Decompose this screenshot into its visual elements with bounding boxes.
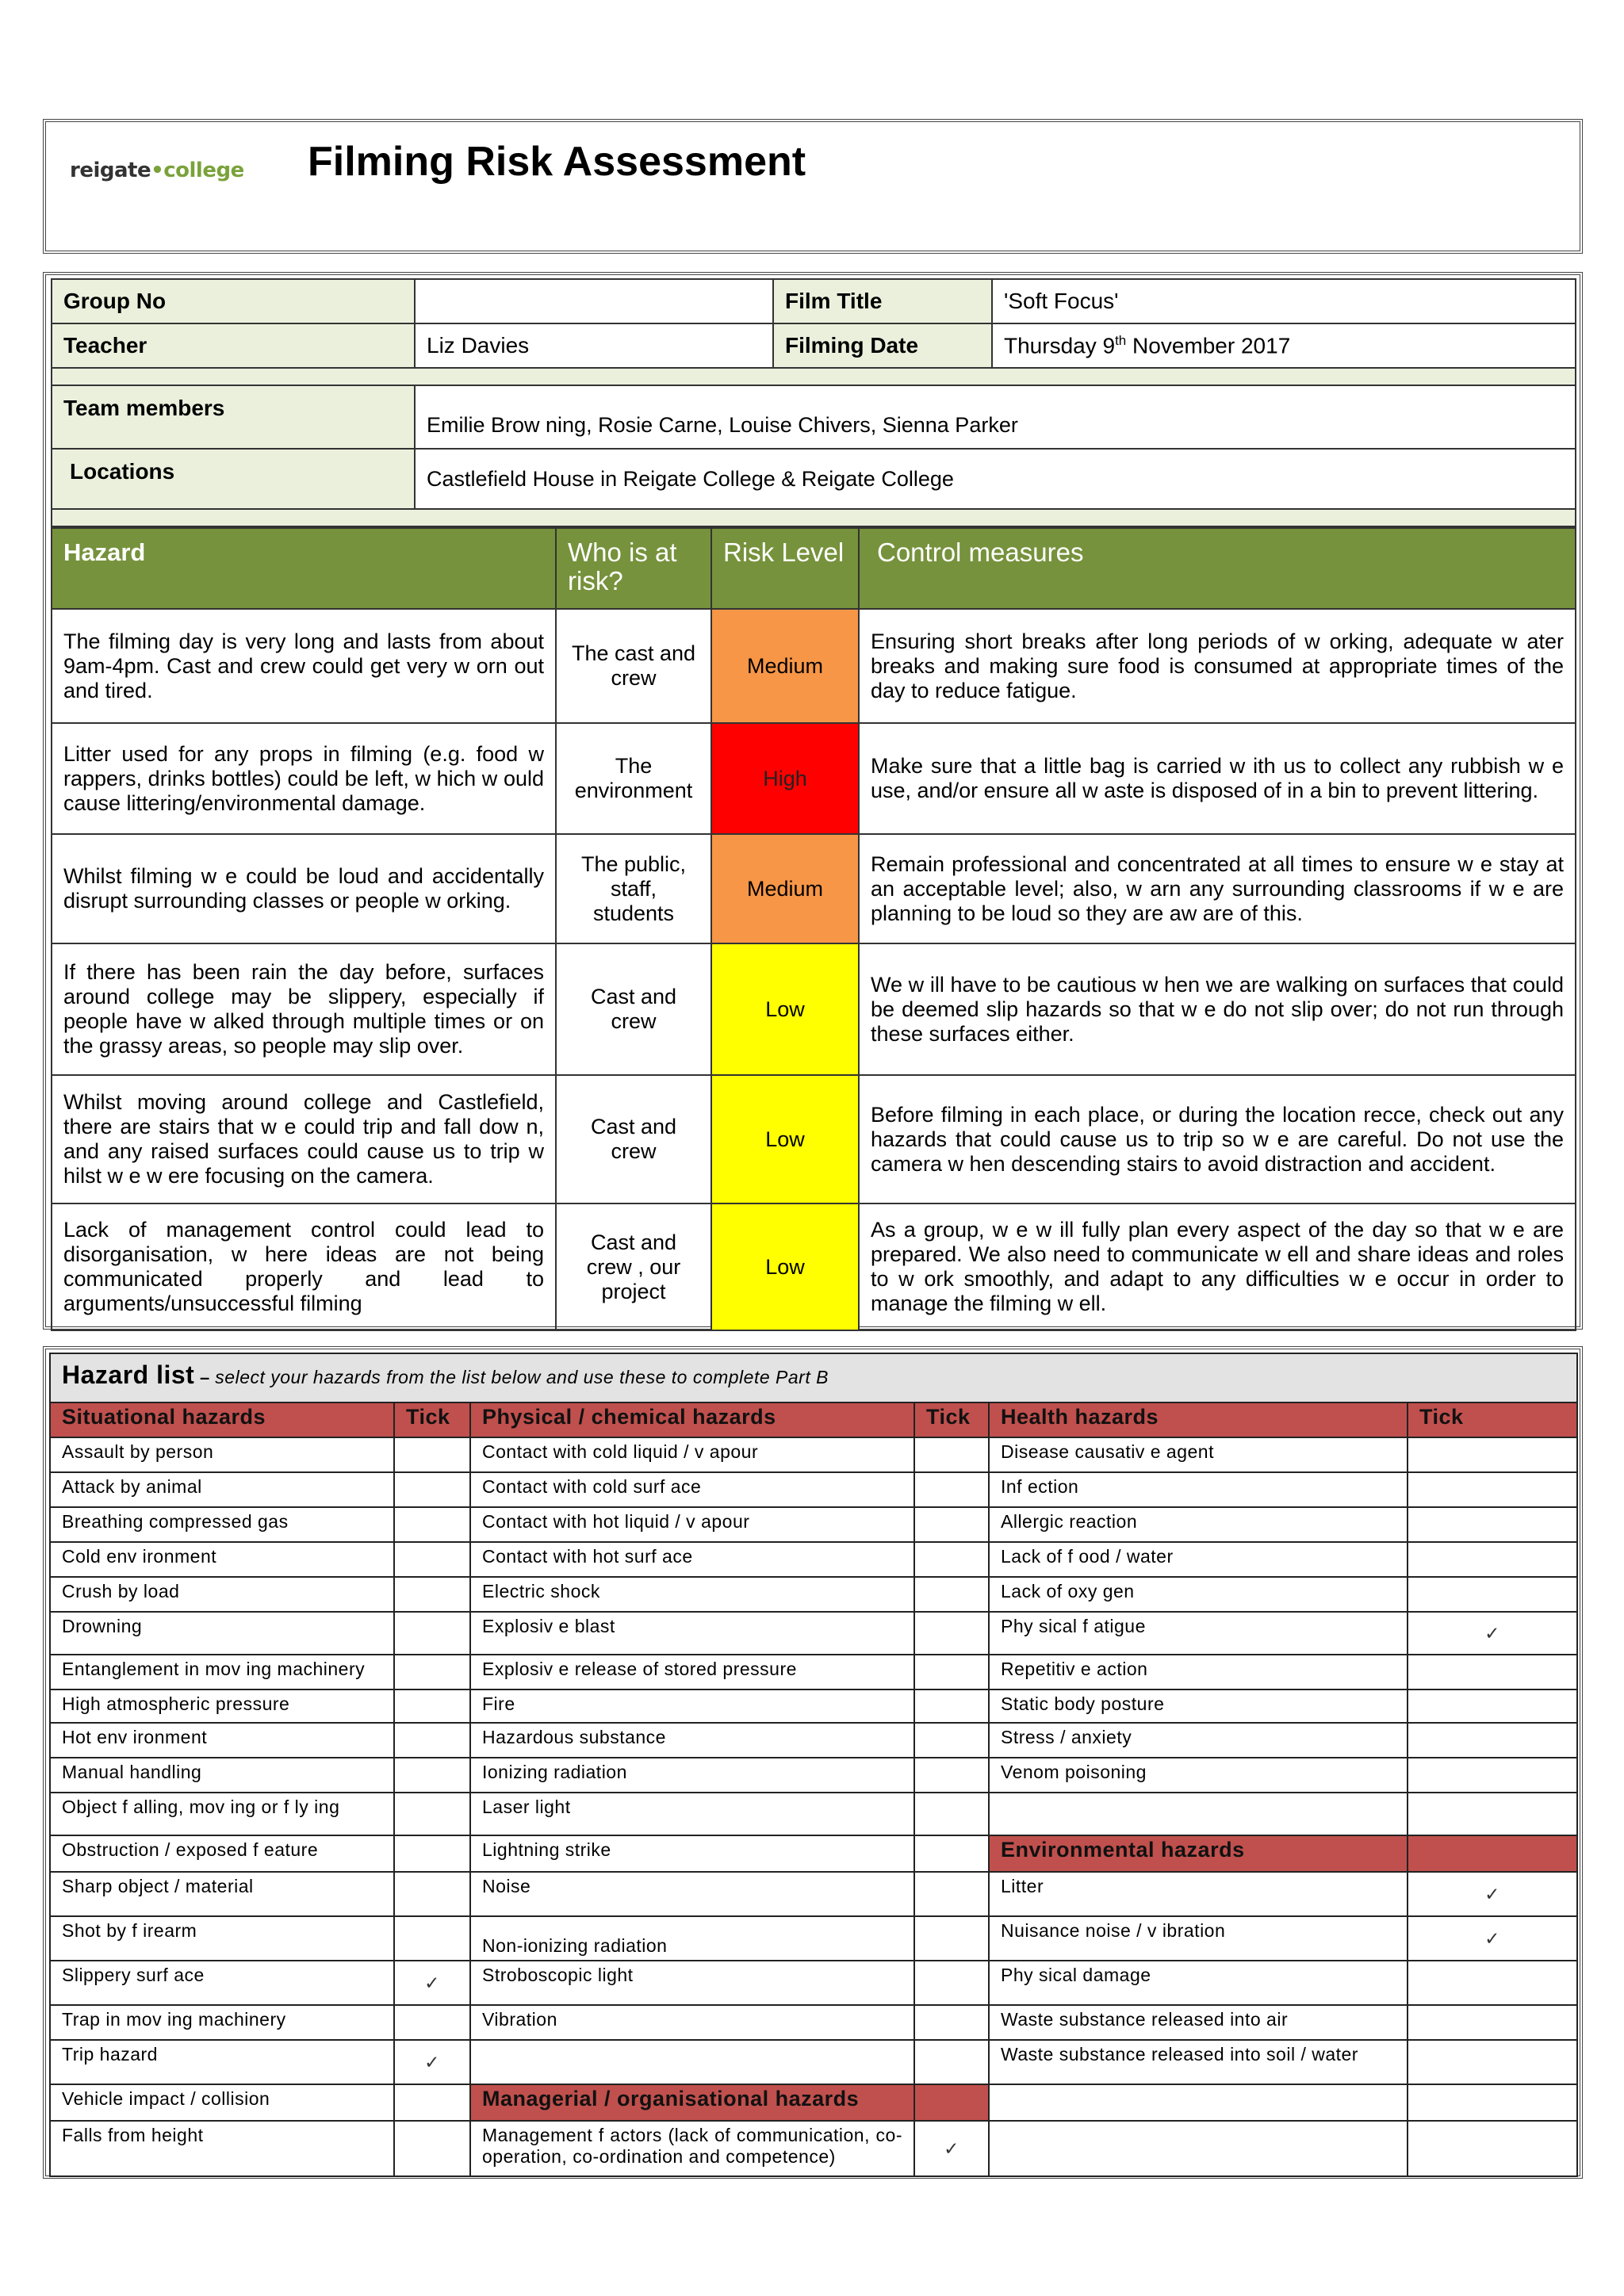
tick-cell[interactable] [394, 1612, 470, 1655]
risk-level-cell: High [711, 723, 859, 834]
tick-cell[interactable] [1408, 2040, 1577, 2084]
who-cell: Cast and crew [556, 943, 711, 1075]
section-header-fill[interactable] [1408, 1835, 1577, 1872]
hazard-item: Hot env ironment [50, 1723, 394, 1758]
tick-cell[interactable] [914, 1542, 989, 1577]
hazard-item: Breathing compressed gas [50, 1507, 394, 1542]
hazard-cell: Lack of management control could lead to disorganisation, w here ideas are not being communicated properly and lead to arguments/unsuccessful filming [52, 1203, 556, 1330]
hazard-item: Entanglement in mov ing machinery [50, 1655, 394, 1689]
spacer-row [52, 509, 1576, 526]
risk-level-cell: Low [711, 1203, 859, 1330]
film-title-value[interactable]: 'Soft Focus' [992, 279, 1576, 323]
situational-hazards-header: Situational hazards [50, 1402, 394, 1437]
hazard-list-row [50, 1577, 1577, 1612]
hazard-list-row [50, 1758, 1577, 1793]
hazard-cell: If there has been rain the day before, surfaces around college may be slippery, especially if people have w alked through multiple times or on the grassy areas, so people may slip over. [52, 943, 556, 1075]
header-box [43, 119, 1583, 254]
hazard-item: Electric shock [470, 1577, 914, 1612]
tick-cell[interactable] [394, 2005, 470, 2040]
hazard-item: Stress / anxiety [989, 1723, 1408, 1758]
hazard-item: Trip hazard [50, 2040, 394, 2084]
hazard-list-row [50, 1916, 1577, 1961]
hazard-list-table [49, 1353, 1578, 2177]
tick-cell[interactable]: ✓ [394, 2040, 470, 2084]
tick-cell[interactable] [394, 1472, 470, 1507]
risk-level-header: Risk Level [711, 528, 859, 609]
hazard-row [52, 943, 1576, 1075]
hazard-item: Waste substance released into air [989, 2005, 1408, 2040]
group-no-value[interactable] [415, 279, 773, 323]
tick-cell[interactable] [394, 1916, 470, 1961]
tick-cell[interactable] [914, 1872, 989, 1916]
hazard-cell: The filming day is very long and lasts from about 9am-4pm. Cast and crew could get very w orn out and tired. [52, 609, 556, 723]
hazard-item: Phy sical damage [989, 1961, 1408, 2005]
hazard-item: Contact with hot surf ace [470, 1542, 914, 1577]
hazard-item: Venom poisoning [989, 1758, 1408, 1793]
tick-cell[interactable] [394, 1758, 470, 1793]
hazard-item: Lack of oxy gen [989, 1577, 1408, 1612]
hazard-item: Obstruction / exposed f eature [50, 1835, 394, 1872]
locations-label: Locations [52, 449, 415, 509]
hazard-item: High atmospheric pressure [50, 1689, 394, 1723]
hazard-item: Non-ionizing radiation [470, 1916, 914, 1961]
tick-cell[interactable] [394, 2121, 470, 2176]
hazard-list-row [50, 1437, 1577, 1472]
tick-cell[interactable] [914, 1723, 989, 1758]
hazard-item: Static body posture [989, 1689, 1408, 1723]
managerial-hazards-header: Managerial / organisational hazards [470, 2084, 914, 2121]
tick-cell[interactable] [1408, 1655, 1577, 1689]
hazard-item: Disease causativ e agent [989, 1437, 1408, 1472]
assessment-box [43, 272, 1583, 1330]
tick-cell[interactable] [914, 1961, 989, 2005]
hazard-row [52, 723, 1576, 834]
hazard-row [52, 1075, 1576, 1203]
hazard-list-row [50, 1472, 1577, 1507]
group-no-label: Group No [52, 279, 415, 323]
hazard-item: Phy sical f atigue [989, 1612, 1408, 1655]
tick-cell[interactable] [394, 1689, 470, 1723]
info-table [51, 278, 1576, 527]
hazard-item: Assault by person [50, 1437, 394, 1472]
who-cell: The public, staff, students [556, 834, 711, 943]
hazard-list-row [50, 2005, 1577, 2040]
environmental-hazards-header: Environmental hazards [989, 1835, 1408, 1872]
hazard-list-row [50, 1723, 1577, 1758]
tick-cell[interactable] [1408, 1961, 1577, 2005]
spacer-row [52, 368, 1576, 385]
control-cell: As a group, w e w ill fully plan every aspect of the day so that w e are prepared. We also need to communicate w ell and share ideas and roles to w ork smoothly, and adapt to any difficulties w e occur in order to manage the filming w ell. [859, 1203, 1576, 1330]
hazard-item [989, 1793, 1408, 1835]
teacher-value[interactable]: Liz Davies [415, 323, 773, 368]
hazard-item: Explosiv e blast [470, 1612, 914, 1655]
hazard-list-box [43, 1346, 1583, 2179]
hazard-list-row [50, 1612, 1577, 1655]
teacher-label: Teacher [52, 323, 415, 368]
tick-cell[interactable] [1408, 1758, 1577, 1793]
hazard-item: Ionizing radiation [470, 1758, 914, 1793]
tick-cell[interactable] [394, 1542, 470, 1577]
control-cell: We w ill have to be cautious w hen we are walking on surfaces that could be deemed slip hazards so that w e do not slip over; do not run through these surfaces either. [859, 943, 1576, 1075]
locations-value[interactable]: Castlefield House in Reigate College & Reigate College [415, 449, 1576, 509]
hazard-list-row [50, 1689, 1577, 1723]
tick-cell[interactable] [394, 1723, 470, 1758]
hazard-item: Lightning strike [470, 1835, 914, 1872]
hazard-item: Repetitiv e action [989, 1655, 1408, 1689]
hazard-item: Management f actors (lack of communication, co-operation, co-ordination and competence) [470, 2121, 914, 2176]
tick-cell[interactable] [914, 1793, 989, 1835]
hazard-list-row [50, 1793, 1577, 1835]
tick-cell[interactable]: ✓ [1408, 1872, 1577, 1916]
hazard-item: Hazardous substance [470, 1723, 914, 1758]
hazard-row [52, 609, 1576, 723]
tick-cell[interactable] [914, 1437, 989, 1472]
tick-cell[interactable]: ✓ [1408, 1612, 1577, 1655]
hazard-item: Drowning [50, 1612, 394, 1655]
hazard-cell: Whilst filming w e could be loud and accidentally disrupt surrounding classes or people w orking. [52, 834, 556, 943]
hazard-item: Lack of f ood / water [989, 1542, 1408, 1577]
hazard-item: Vibration [470, 2005, 914, 2040]
tick-cell[interactable]: ✓ [394, 1961, 470, 2005]
tick-cell[interactable] [1408, 1577, 1577, 1612]
tick-cell[interactable] [914, 1758, 989, 1793]
reigate-college-logo: reigate•college [70, 159, 244, 182]
tick-cell[interactable] [914, 1655, 989, 1689]
hazard-item: Inf ection [989, 1472, 1408, 1507]
control-cell: Before filming in each place, or during the location recce, check out any hazards that could cause us to trip so w e are careful. Do not use the camera w hen descending stairs to avoid distraction and accident. [859, 1075, 1576, 1203]
hazard-list-row [50, 2121, 1577, 2176]
hazard-item: Sharp object / material [50, 1872, 394, 1916]
film-title-label: Film Title [773, 279, 992, 323]
tick-cell[interactable] [914, 2040, 989, 2084]
tick-cell[interactable] [1408, 1507, 1577, 1542]
hazard-list-row [50, 1507, 1577, 1542]
tick-cell[interactable] [914, 1612, 989, 1655]
hazard-item: Trap in mov ing machinery [50, 2005, 394, 2040]
hazard-item: Attack by animal [50, 1472, 394, 1507]
hazard-list-row [50, 1872, 1577, 1916]
who-cell: The environment [556, 723, 711, 834]
hazard-item: Shot by f irearm [50, 1916, 394, 1961]
risk-level-cell: Medium [711, 609, 859, 723]
hazard-table [51, 527, 1576, 1331]
tick-cell[interactable] [914, 1507, 989, 1542]
tick-cell[interactable] [914, 1577, 989, 1612]
who-cell: Cast and crew [556, 1075, 711, 1203]
hazard-item: Stroboscopic light [470, 1961, 914, 2005]
tick-cell[interactable] [914, 1472, 989, 1507]
hazard-item [989, 2084, 1408, 2121]
risk-level-cell: Low [711, 1075, 859, 1203]
hazard-cell: Litter used for any props in filming (e.g. food w rappers, drinks bottles) could be left, w hich w ould cause littering/environmental damage. [52, 723, 556, 834]
hazard-list-row [50, 1655, 1577, 1689]
page-title: Filming Risk Assessment [308, 139, 806, 185]
who-cell: The cast and crew [556, 609, 711, 723]
tick-cell[interactable] [394, 1437, 470, 1472]
section-header-fill[interactable] [914, 2084, 989, 2121]
hazard-row [52, 834, 1576, 943]
tick-cell[interactable] [394, 1577, 470, 1612]
tick-cell[interactable] [1408, 1689, 1577, 1723]
control-measures-header: Control measures [859, 528, 1576, 609]
tick-cell[interactable] [914, 2005, 989, 2040]
hazard-list-row [50, 2084, 1577, 2121]
hazard-item: Fire [470, 1689, 914, 1723]
hazard-item: Contact with hot liquid / v apour [470, 1507, 914, 1542]
tick-header: Tick [914, 1402, 989, 1437]
team-members-value[interactable]: Emilie Brow ning, Rosie Carne, Louise Chivers, Sienna Parker [415, 385, 1576, 449]
tick-cell[interactable] [1408, 2121, 1577, 2176]
hazard-item: Nuisance noise / v ibration [989, 1916, 1408, 1961]
tick-cell[interactable] [394, 1507, 470, 1542]
hazard-item: Contact with cold liquid / v apour [470, 1437, 914, 1472]
control-cell: Make sure that a little bag is carried w ith us to collect any rubbish w e use, and/or ensure all w aste is disposed of in a bin to prevent littering. [859, 723, 1576, 834]
tick-cell[interactable] [914, 1689, 989, 1723]
hazard-list-row [50, 1961, 1577, 2005]
tick-cell[interactable] [394, 2084, 470, 2121]
hazard-list-row [50, 2040, 1577, 2084]
tick-cell[interactable] [1408, 1542, 1577, 1577]
hazard-item: Slippery surf ace [50, 1961, 394, 2005]
hazard-item: Contact with cold surf ace [470, 1472, 914, 1507]
hazard-list-row [50, 1835, 1577, 1872]
hazard-item: Explosiv e release of stored pressure [470, 1655, 914, 1689]
team-members-label: Team members [52, 385, 415, 449]
hazard-item: Falls from height [50, 2121, 394, 2176]
hazard-header: Hazard [52, 528, 556, 609]
hazard-row [52, 1203, 1576, 1330]
tick-cell[interactable]: ✓ [1408, 1916, 1577, 1961]
filming-date-label: Filming Date [773, 323, 992, 368]
tick-cell[interactable] [394, 1872, 470, 1916]
tick-cell[interactable] [914, 1835, 989, 1872]
hazard-cell: Whilst moving around college and Castlefield, there are stairs that w e could trip and fall dow n, and any raised surfaces could cause us to trip w hilst w e w ere focusing on the camera. [52, 1075, 556, 1203]
tick-cell[interactable] [914, 1916, 989, 1961]
tick-cell[interactable] [1408, 1723, 1577, 1758]
who-cell: Cast and crew , our project [556, 1203, 711, 1330]
hazard-list-row [50, 1542, 1577, 1577]
risk-level-cell: Medium [711, 834, 859, 943]
hazard-item: Litter [989, 1872, 1408, 1916]
control-cell: Remain professional and concentrated at all times to ensure w e stay at an acceptable level; also, w arn any surrounding classrooms if w e are planning to be loud so they are aw are of this. [859, 834, 1576, 943]
hazard-item: Manual handling [50, 1758, 394, 1793]
tick-cell[interactable] [1408, 2084, 1577, 2121]
hazard-item: Crush by load [50, 1577, 394, 1612]
tick-header: Tick [394, 1402, 470, 1437]
hazard-item: Vehicle impact / collision [50, 2084, 394, 2121]
hazard-item: Allergic reaction [989, 1507, 1408, 1542]
risk-level-cell: Low [711, 943, 859, 1075]
physical-chemical-hazards-header: Physical / chemical hazards [470, 1402, 914, 1437]
control-cell: Ensuring short breaks after long periods of w orking, adequate w ater breaks and making sure food is consumed at appropriate times of the day to reduce fatigue. [859, 609, 1576, 723]
hazard-item: Waste substance released into soil / water [989, 2040, 1408, 2084]
hazard-item [989, 2121, 1408, 2176]
tick-cell[interactable] [394, 1793, 470, 1835]
hazard-item: Noise [470, 1872, 914, 1916]
hazard-list-caption: Hazard list – select your hazards from the list below and use these to complete Part B [50, 1353, 1577, 1402]
filming-date-value[interactable]: Thursday 9th November 2017 [992, 323, 1576, 368]
hazard-item: Laser light [470, 1793, 914, 1835]
hazard-item: Cold env ironment [50, 1542, 394, 1577]
tick-cell[interactable] [1408, 1793, 1577, 1835]
tick-cell[interactable] [1408, 2005, 1577, 2040]
tick-cell[interactable] [1408, 1472, 1577, 1507]
tick-cell[interactable]: ✓ [914, 2121, 989, 2176]
tick-cell[interactable] [1408, 1437, 1577, 1472]
hazard-item: Object f alling, mov ing or f ly ing [50, 1793, 394, 1835]
tick-cell[interactable] [394, 1835, 470, 1872]
who-at-risk-header: Who is at risk? [556, 528, 711, 609]
hazard-item [470, 2040, 914, 2084]
health-hazards-header: Health hazards [989, 1402, 1408, 1437]
tick-cell[interactable] [394, 1655, 470, 1689]
tick-header: Tick [1408, 1402, 1577, 1437]
